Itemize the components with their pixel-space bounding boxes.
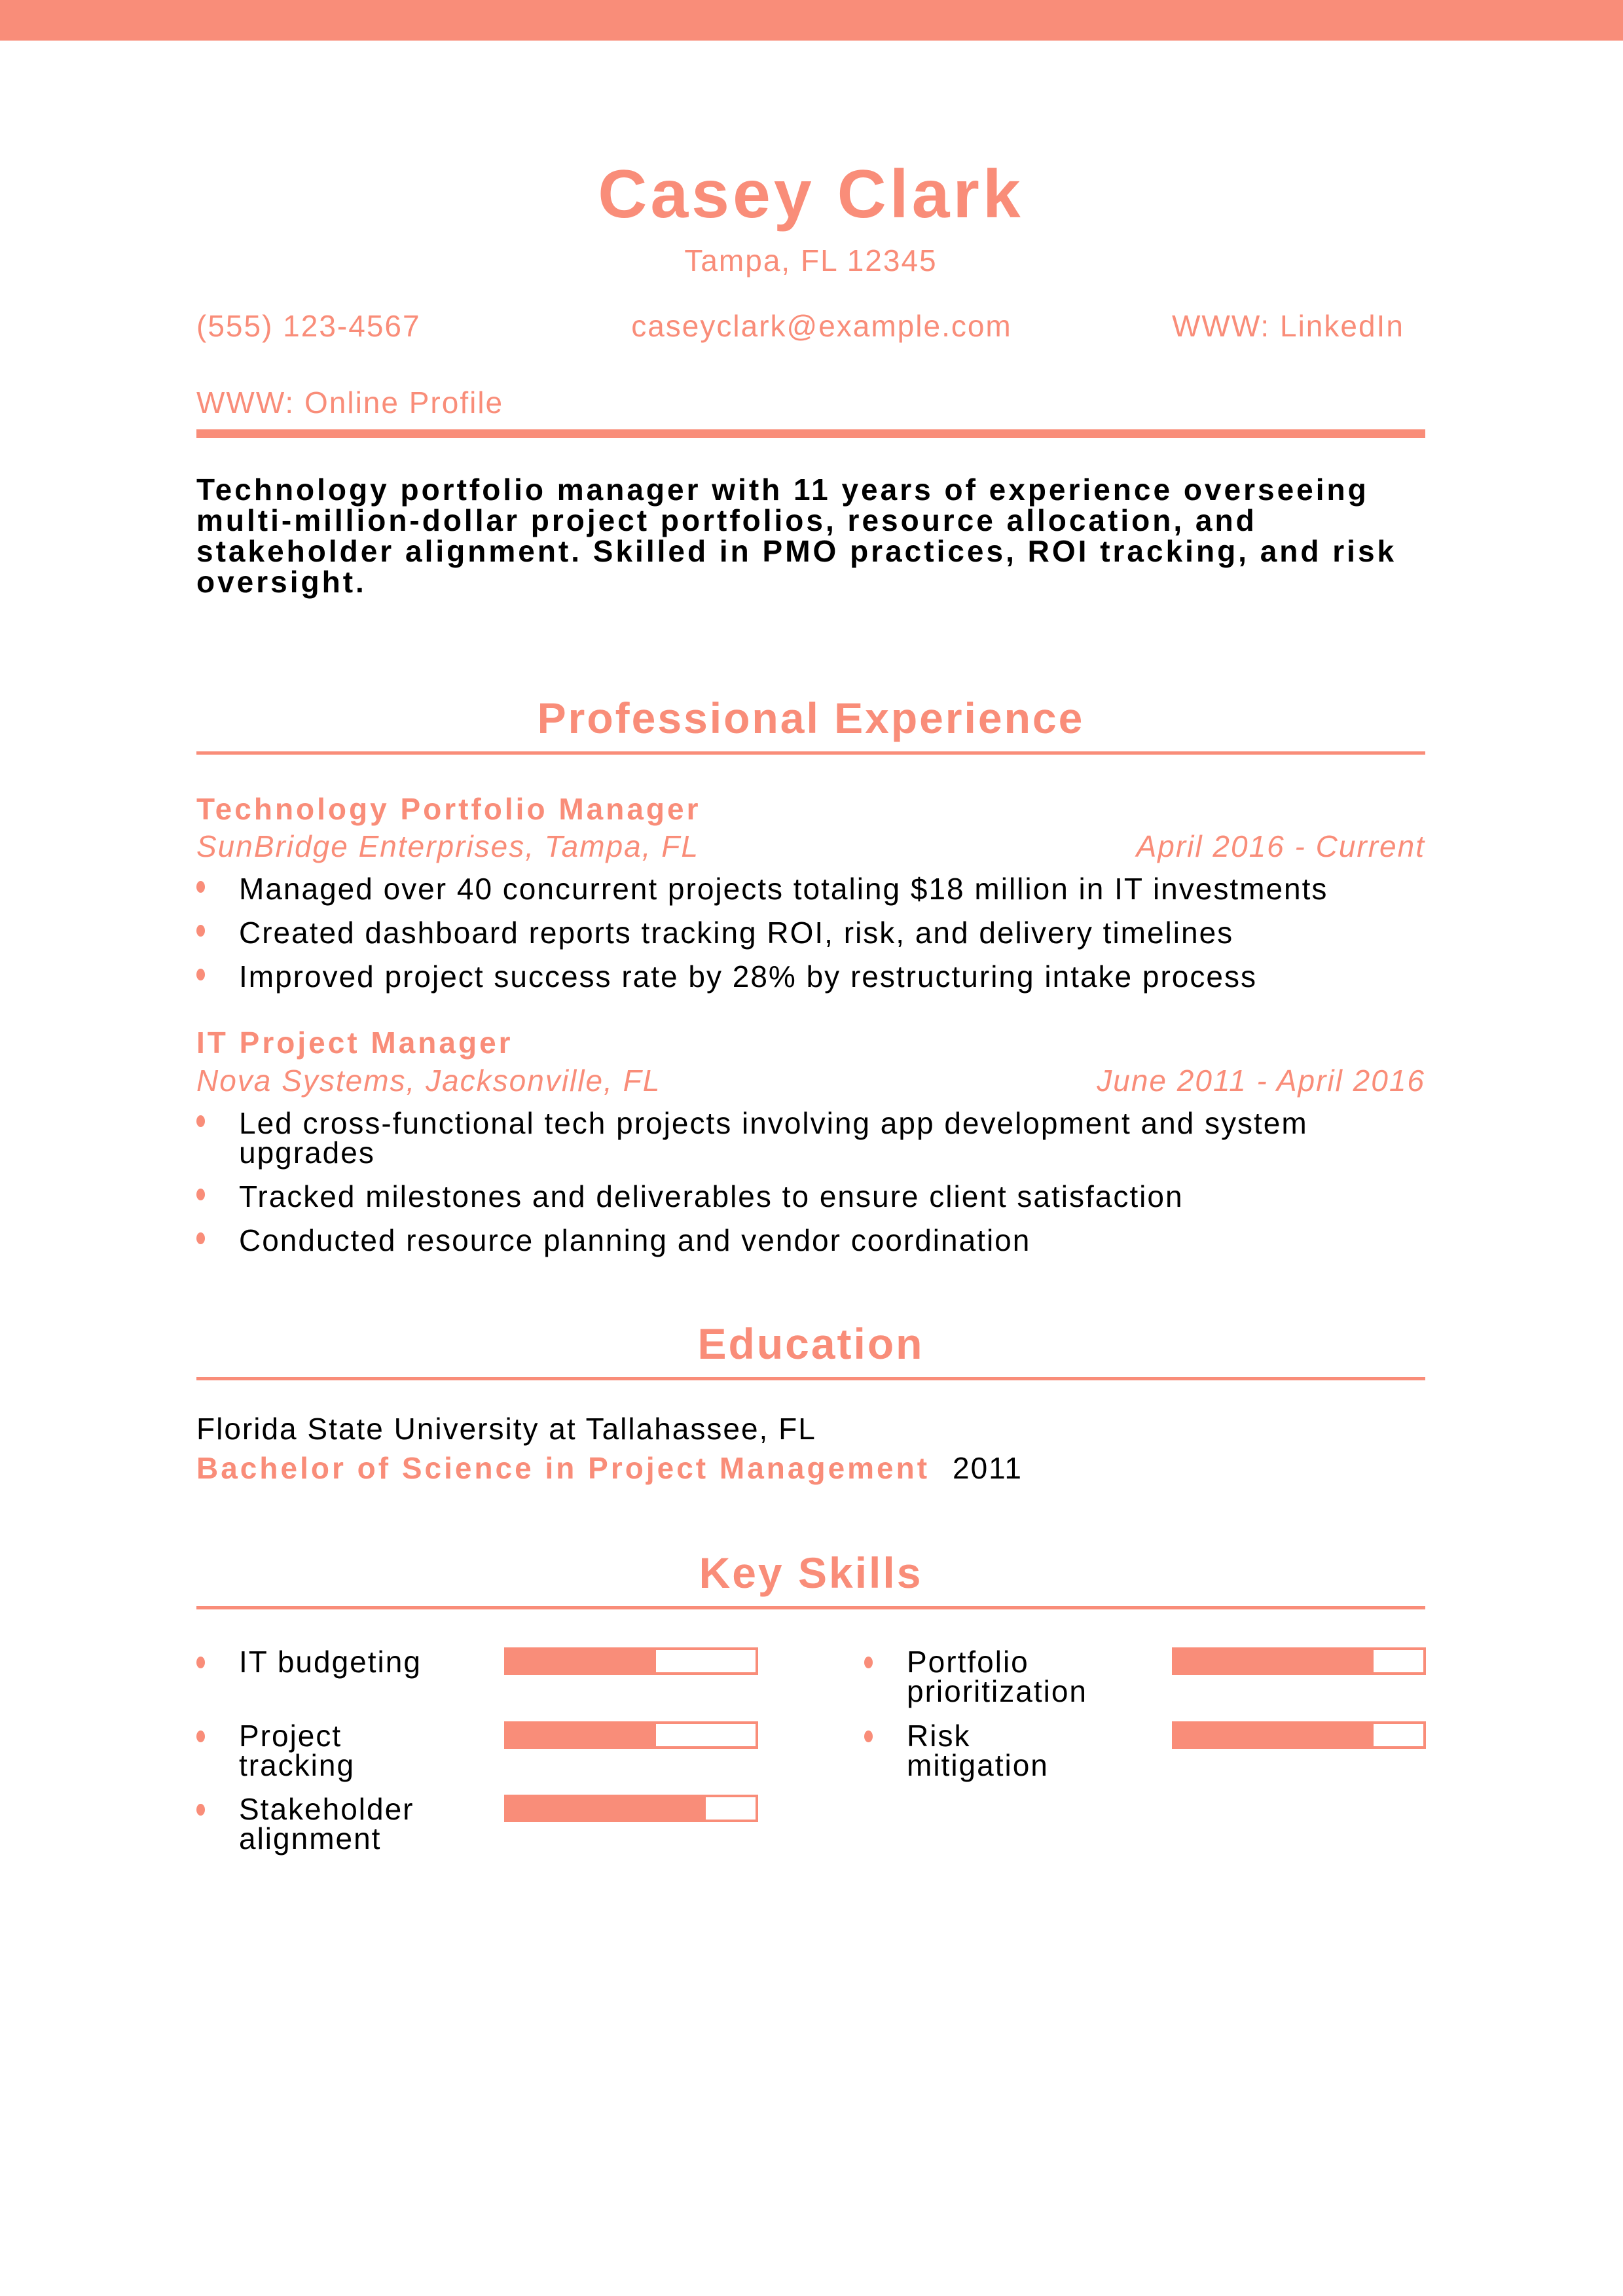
- job-dates: April 2016 - Current: [1136, 829, 1425, 863]
- bullet-icon: [196, 1189, 205, 1200]
- skill-level-fill: [507, 1724, 656, 1746]
- job-bullets: [196, 1106, 1425, 1270]
- skill-label: Project tracking: [239, 1719, 356, 1782]
- list-item: [196, 1106, 1425, 1170]
- job-title: IT Project Manager: [196, 1026, 513, 1060]
- bullet-text: Improved project success rate by 28% by restructuring intake process: [239, 960, 1257, 994]
- contact-phone: (555) 123-4567: [196, 309, 421, 343]
- bullet-icon: [864, 1731, 873, 1742]
- bullet-text: Managed over 40 concurrent projects totaling $18 million in IT investments: [239, 872, 1328, 906]
- section-divider: [196, 1606, 1425, 1609]
- job-bullets: [196, 874, 1425, 1006]
- skill-label: IT budgeting: [239, 1645, 422, 1679]
- professional-summary: Technology portfolio manager with 11 years of experience overseeing multi-million-dollar project portfolios, resource allocation, and stakeholder alignment. Skilled in PMO practices, ROI tracking, and risk oversight.: [196, 473, 1397, 599]
- education-year: 2011: [953, 1451, 1023, 1485]
- contact-email[interactable]: caseyclark@example.com: [631, 309, 1012, 343]
- list-item: [196, 918, 1425, 948]
- job-company: SunBridge Enterprises, Tampa, FL: [196, 829, 699, 863]
- bullet-icon: [196, 1731, 205, 1742]
- skill-item: [864, 1721, 1453, 1793]
- education-degree: Bachelor of Science in Project Management: [196, 1451, 930, 1485]
- section-divider: [196, 751, 1425, 755]
- skill-level-fill: [1175, 1724, 1374, 1746]
- bullet-icon: [196, 925, 205, 937]
- section-heading-education: Education: [697, 1319, 924, 1368]
- bullet-text: Conducted resource planning and vendor coordination: [239, 1223, 1031, 1257]
- skill-level-fill: [507, 1797, 706, 1820]
- skill-item: [196, 1792, 786, 1867]
- bullet-icon: [196, 1115, 205, 1127]
- section-heading-experience: Professional Experience: [537, 694, 1085, 742]
- skill-level-bar: [504, 1721, 758, 1749]
- section-heading-skills: Key Skills: [699, 1549, 923, 1597]
- contact-linkedin-link[interactable]: WWW: LinkedIn: [1172, 309, 1404, 343]
- list-item: [196, 962, 1425, 992]
- skill-label: Portfolio prioritization: [907, 1645, 1087, 1708]
- skill-level-fill: [1175, 1650, 1374, 1672]
- bullet-icon: [196, 881, 205, 893]
- skill-level-bar: [1172, 1647, 1426, 1675]
- skill-level-bar: [504, 1647, 758, 1675]
- job-title: Technology Portfolio Manager: [196, 792, 701, 826]
- skill-item: [196, 1721, 786, 1793]
- education-school: Florida State University at Tallahassee, FL: [196, 1412, 816, 1446]
- bullet-text: Created dashboard reports tracking ROI, risk, and delivery timelines: [239, 916, 1234, 950]
- skill-level-bar: [1172, 1721, 1426, 1749]
- top-accent-band: [0, 0, 1623, 41]
- bullet-icon: [196, 1232, 205, 1244]
- bullet-icon: [864, 1657, 873, 1668]
- skill-item: [196, 1647, 786, 1719]
- bullet-icon: [196, 1657, 205, 1668]
- candidate-name: Casey Clark: [598, 156, 1024, 232]
- bullet-text: Led cross-functional tech projects involving app development and system upgrades: [239, 1106, 1308, 1170]
- candidate-location: Tampa, FL 12345: [684, 243, 938, 278]
- skill-item: [864, 1647, 1453, 1719]
- skill-label: Risk mitigation: [907, 1719, 1049, 1782]
- skill-level-fill: [507, 1650, 656, 1672]
- list-item: [196, 1223, 1425, 1257]
- header-divider: [196, 429, 1425, 438]
- section-divider: [196, 1377, 1425, 1380]
- bullet-text: Tracked milestones and deliverables to ensure client satisfaction: [239, 1179, 1184, 1213]
- job-company: Nova Systems, Jacksonville, FL: [196, 1064, 661, 1098]
- list-item: [196, 874, 1425, 904]
- contact-profile-link[interactable]: WWW: Online Profile: [196, 386, 504, 420]
- skill-level-bar: [504, 1795, 758, 1822]
- job-dates: June 2011 - April 2016: [1097, 1064, 1425, 1098]
- bullet-icon: [196, 969, 205, 980]
- skill-label: Stakeholder alignment: [239, 1792, 414, 1856]
- list-item: [196, 1179, 1425, 1213]
- bullet-icon: [196, 1804, 205, 1816]
